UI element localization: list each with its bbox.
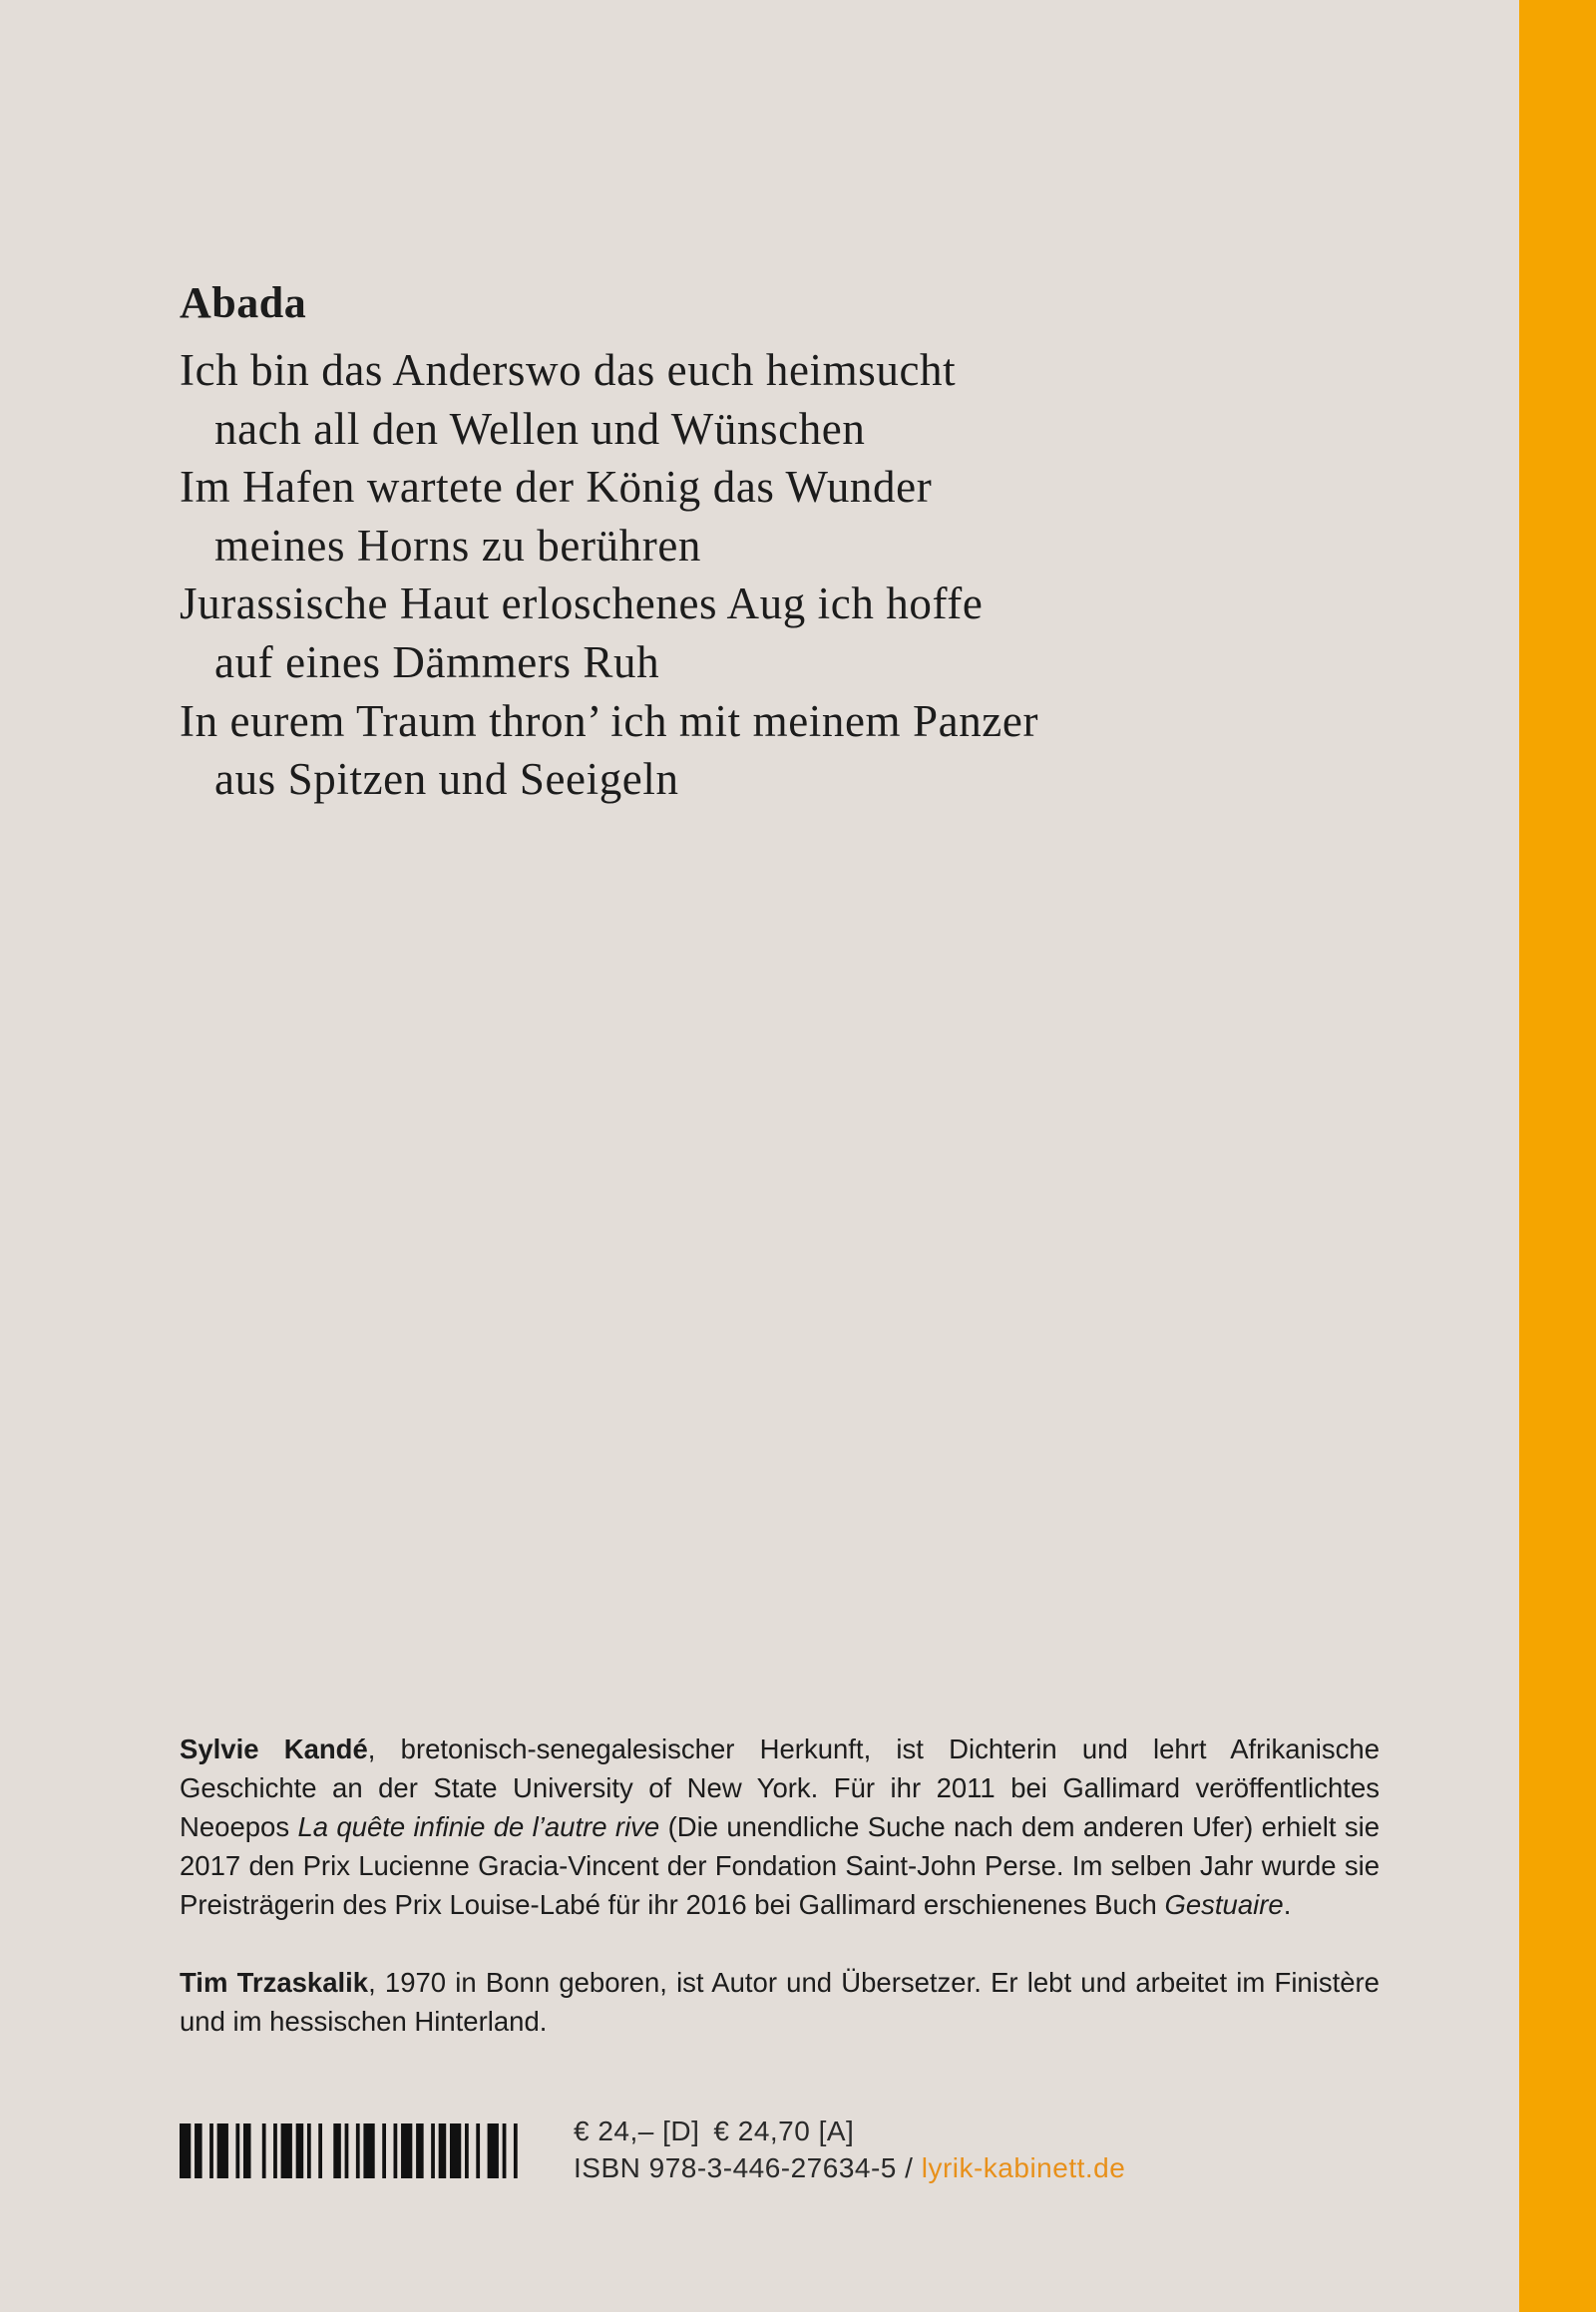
barcode-bar (333, 2123, 341, 2178)
barcode-bar (243, 2123, 251, 2178)
barcode-bar (307, 2123, 311, 2178)
barcode-bar (180, 2123, 191, 2178)
poem-title: Abada (180, 278, 307, 327)
author-book-title-2: Gestuaire (1164, 1889, 1284, 1920)
barcode-bar (439, 2123, 447, 2178)
barcode-bar (345, 2123, 349, 2178)
barcode-bar (382, 2123, 386, 2178)
barcode-bar (503, 2123, 507, 2178)
poem-line: meines Horns zu berühren (214, 520, 701, 571)
biographies (180, 1730, 1380, 2041)
author-name: Sylvie Kandé (180, 1734, 368, 1764)
author-bio (180, 1730, 1380, 1924)
poem-line: Im Hafen wartete der König das Wunder (180, 462, 933, 513)
isbn-line (574, 2149, 1125, 2186)
translator-bio (180, 1963, 1380, 2041)
barcode-bar (514, 2123, 518, 2178)
barcode-bar (450, 2123, 461, 2178)
price-line (574, 2113, 1125, 2149)
barcode-bar (318, 2123, 322, 2178)
poem-line: Jurassische Haut erloschenes Aug ich hoffe (180, 578, 984, 629)
barcode-bar (296, 2123, 304, 2178)
barcode-bar (195, 2123, 202, 2178)
poem-line: nach all den Wellen und Wünschen (214, 403, 866, 454)
price-isbn-block (574, 2113, 1125, 2186)
barcode-bar (465, 2123, 469, 2178)
poem-line: Ich bin das Anderswo das euch heimsucht (180, 345, 957, 395)
barcode-bar (401, 2123, 412, 2178)
barcode-bar (356, 2123, 360, 2178)
barcode-bar (281, 2123, 292, 2178)
translator-bio-text: , 1970 in Bonn geboren, ist Autor und Übersetzer. Er lebt und arbeitet im Finistère und im hessischen Hinterland. (180, 1967, 1380, 2037)
barcode-bar (488, 2123, 499, 2178)
isbn: ISBN 978-3-446-27634-5 / (574, 2152, 914, 2183)
barcode-bar (209, 2123, 213, 2178)
barcode-bar (394, 2123, 398, 2178)
website-link[interactable]: lyrik-kabinett.de (921, 2152, 1126, 2183)
barcode-bar (262, 2123, 266, 2178)
barcode-bar (235, 2123, 239, 2178)
barcode-bar (416, 2123, 424, 2178)
poem-line: auf eines Dämmers Ruh (214, 636, 660, 687)
spine-accent-stripe (1519, 0, 1596, 2312)
poem-line: In eurem Traum thron’ ich mit meinem Panzer (180, 695, 1039, 746)
author-bio-text-3: . (1283, 1889, 1292, 1920)
barcode-bar (476, 2123, 480, 2178)
barcode-bar (273, 2123, 277, 2178)
barcode-bar (217, 2123, 228, 2178)
isbn-barcode (180, 2123, 529, 2178)
author-bio-text-2: (Die unendliche Suche nach dem anderen Ufer) erhielt sie 2017 den Prix Lucienne Gracia-Vincent der Fondation Saint-John Perse. Im selben Jahr wurde sie Preisträgerin des Prix Louise-Labé für ihr 2016 bei Gallimard erschienenes Buch (180, 1811, 1380, 1920)
price-germany: € 24,– [D] (574, 2116, 700, 2146)
price-austria: € 24,70 [A] (713, 2116, 855, 2146)
author-bio-text-1: , bretonisch-senegalesischer Herkunft, ist Dichterin und lehrt Afrikanische Geschichte an der State University of New York. Für ihr 2011 bei Gallimard veröffentlichtes Neoepos (180, 1734, 1380, 1842)
author-book-title-1: La quête infinie de l’autre rive (297, 1811, 660, 1842)
barcode-bar (363, 2123, 374, 2178)
barcode-bar (431, 2123, 435, 2178)
translator-name: Tim Trzaskalik (180, 1967, 369, 1998)
poem-line: aus Spitzen und Seeigeln (214, 754, 679, 805)
poem (180, 267, 1426, 809)
